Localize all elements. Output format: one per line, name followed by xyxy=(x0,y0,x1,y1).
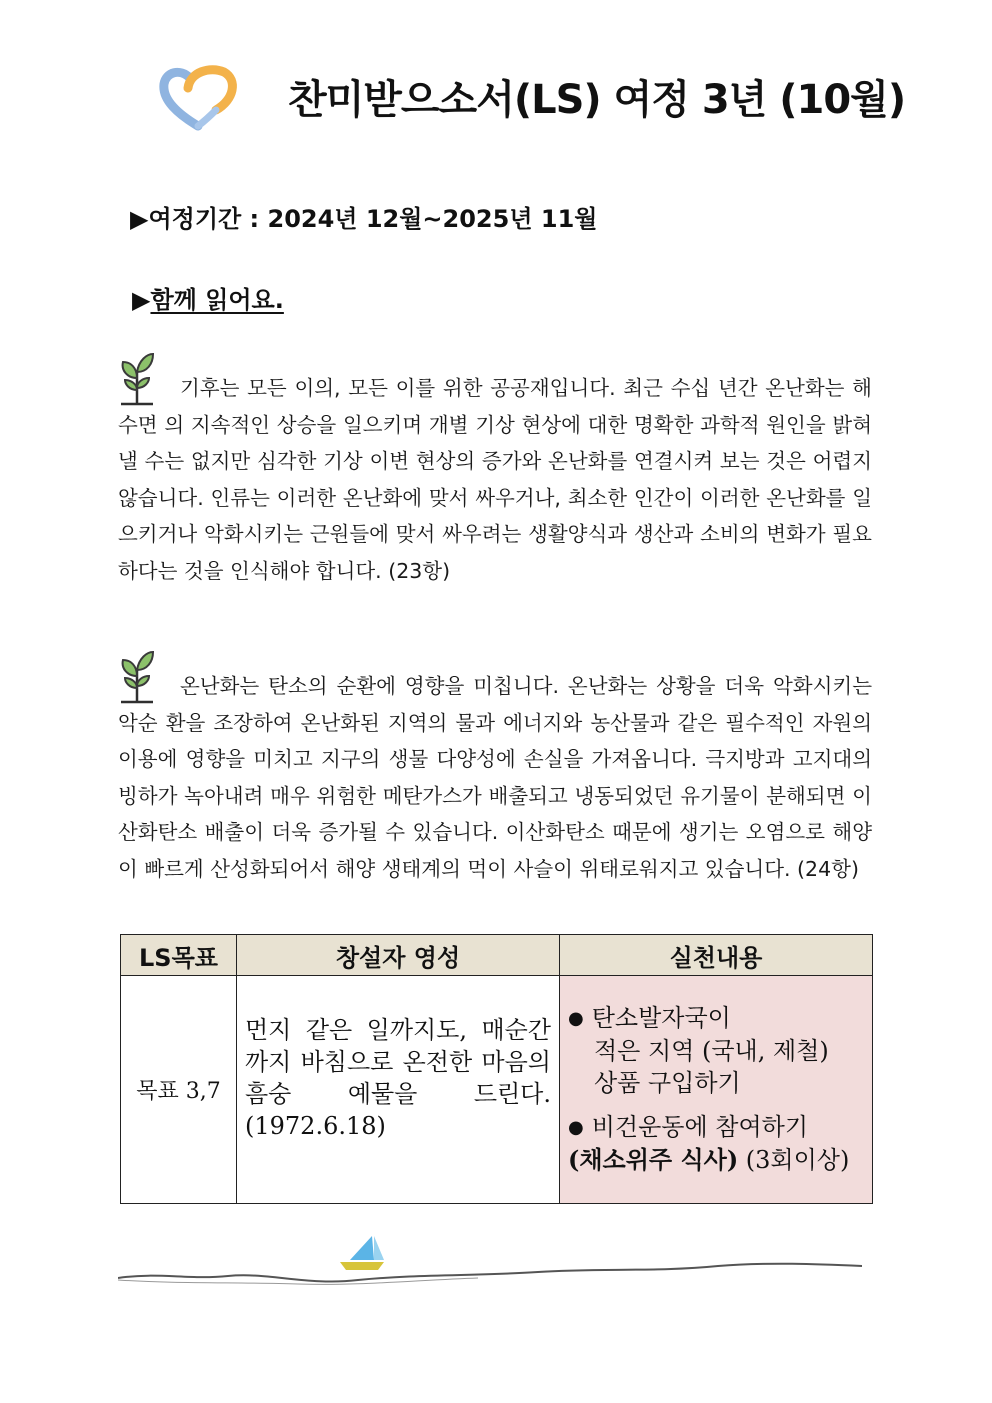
header-ls-goal: LS목표 xyxy=(121,935,237,976)
table-row xyxy=(121,976,873,1204)
read-together-heading xyxy=(132,283,284,317)
header-practice: 실천내용 xyxy=(560,935,873,976)
read-together-label: 함께 읽어요. xyxy=(150,286,284,314)
practice-item xyxy=(568,1111,866,1176)
arrow-marker: ▶ xyxy=(132,286,151,314)
paragraph-first-line: 온난화는 탄소의 순환에 영향을 미칩니다. 온난화는 상황을 더욱 악화시키는 악순 xyxy=(118,674,872,735)
practice-item-line: 적은 지역 (국내, 제철) xyxy=(594,1037,829,1065)
practice-item xyxy=(568,1002,866,1099)
practice-item-line: 탄소발자국이 xyxy=(591,1004,731,1032)
practice-item-line: (3회이상) xyxy=(738,1146,850,1174)
practice-item-line: (채소위주 식사) xyxy=(568,1145,739,1174)
goal-cell: 목표 3,7 xyxy=(121,976,237,1204)
paragraph-first-line: 기후는 모든 이의, 모든 이를 위한 공공재입니다. 최근 수십 년간 온난화는 해수면 xyxy=(118,376,872,437)
practice-cell xyxy=(560,976,873,1204)
paragraph-body: 의 지속적인 상승을 일으키며 개별 기상 현상에 대한 명확한 과학적 원인을 밝혀 낼 수는 없지만 심각한 기상 이변 현상의 증가와 온난화를 연결시켜 보는 것은 어렵지 않습니다. 인류는 이러한 온난화에 맞서 싸우거나, 최소한 인간이 이러한 온난화를 일으키거나 악화시키는 근원들에 맞서 싸우려는 생활양식과 생산과 소비의 변화가 필요하다는 것을 인식해야 합니다. (23항) xyxy=(118,412,872,583)
bullet-dot-icon: ● xyxy=(568,1117,584,1138)
heart-logo-icon xyxy=(158,64,242,134)
spirit-cell: 먼지 같은 일까지도, 매순간까지 바침으로 온전한 마음의 흠숭 예물을 드린다. (1972.6.18) xyxy=(237,976,560,1204)
paragraph-body: 환을 조장하여 온난화된 지역의 물과 에너지와 농산물과 같은 필수적인 자원의 이용에 영향을 미치고 지구의 생물 다양성에 손실을 가져옵니다. 극지방과 고지대의 빙하가 녹아내려 매우 위험한 메탄가스가 배출되고 냉동되었던 유기물이 분해되면 이산화탄소 배출이 더욱 증가될 수 있습니다. 이산화탄소 때문에 생기는 오염으로 해양이 빠르게 산성화되어서 해양 생태계의 먹이 사슬이 위태로워지고 있습니다. (24항) xyxy=(118,710,872,881)
table-header-row xyxy=(121,935,873,976)
practice-item-line: 상품 구입하기 xyxy=(594,1069,741,1097)
bullet-dot-icon: ● xyxy=(568,1008,584,1029)
practice-table xyxy=(120,934,873,1204)
header-founder-spirit: 창설자 영성 xyxy=(237,935,560,976)
laudato-si-paragraph-23 xyxy=(118,370,872,589)
practice-item-line: 비건운동에 참여하기 xyxy=(591,1113,809,1141)
page-title: 찬미받으소서(LS) 여정 3년 (10월) xyxy=(288,77,906,123)
journey-period: ▶여정기간 : 2024년 12월~2025년 11월 xyxy=(130,205,598,233)
laudato-si-paragraph-24 xyxy=(118,668,872,887)
sailboat-wave-illustration xyxy=(118,1228,862,1292)
